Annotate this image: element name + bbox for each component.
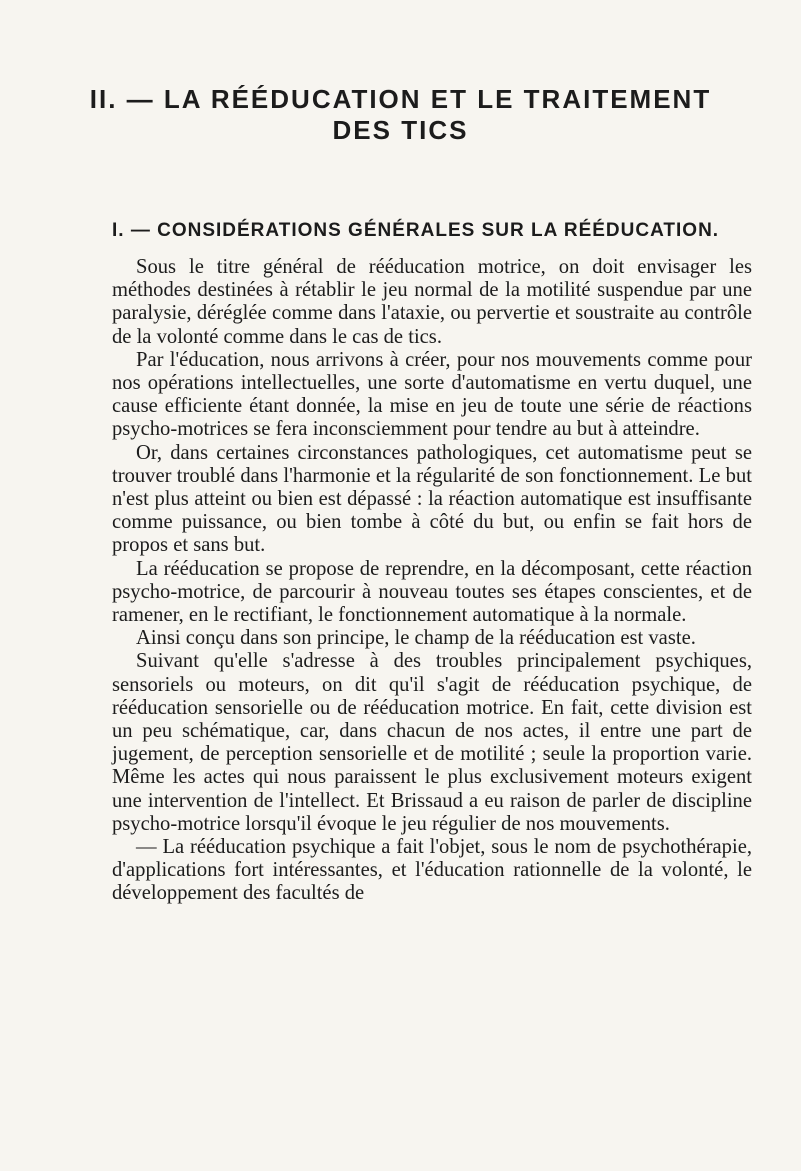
chapter-title-line-2: DES TICS bbox=[332, 115, 469, 145]
paragraph: Ainsi conçu dans son principe, le champ de la rééducation est vaste. bbox=[136, 627, 696, 650]
body-text bbox=[112, 256, 752, 906]
paragraph: Par l'éducation, nous arrivons à créer, pour nos mouvements comme pour nos opérations intellectuelles, une sorte d'automatisme en vertu duquel, une cause efficiente étant donnée, la mise en jeu de toute une série de réactions psycho-motrices se fera inconsciemment pour tendre au but à atteindre. bbox=[112, 348, 752, 441]
paragraph: — La rééducation psychique a fait l'objet, sous le nom de psychothérapie, d'applications fort intéressantes, et l'éducation rationnelle de la volonté, le développement des facultés de bbox=[112, 836, 752, 905]
chapter-title-line-1: II. — LA RÉÉDUCATION ET LE TRAITEMENT bbox=[89, 84, 712, 114]
chapter-title bbox=[0, 84, 801, 146]
paragraph: Suivant qu'elle s'adresse à des troubles principalement psychiques, sensoriels ou moteurs, on dit qu'il s'agit de rééducation psychique, de rééducation sensorielle ou de rééducation motrice. En fait, cette division est un peu schématique, car, dans chacun de nos actes, il entre une part de jugement, de perception sensorielle et de motilité ; seule la proportion varie. Même les actes qui nous paraissent le plus exclusivement moteurs exigent une intervention de l'intellect. Et Brissaud a eu raison de parler de discipline psycho-motrice lorsqu'il évoque le jeu régulier de nos mouvements. bbox=[112, 650, 752, 835]
paragraph: Sous le titre général de rééducation motrice, on doit envisager les méthodes destinées à rétablir le jeu normal de la motilité suspendue par une paralysie, déréglée comme dans l'ataxie, ou pervertie et soustraite au contrôle de la volonté comme dans le cas de tics. bbox=[112, 256, 752, 348]
paragraph: La rééducation se propose de reprendre, en la décomposant, cette réaction psycho-motrice, de parcourir à nouveau toutes ses étapes conscientes, et de ramener, en le rectifiant, le fonctionnement automatique à la normale. bbox=[112, 557, 752, 627]
section-heading: I. — CONSIDÉRATIONS GÉNÉRALES SUR LA RÉÉDUCATION. bbox=[112, 220, 720, 241]
paragraph: Or, dans certaines circonstances pathologiques, cet automatisme peut se trouver troublé dans l'harmonie et la régularité de son fonctionnement. Le but n'est plus atteint ou bien est dépassé : la réaction automatique est insuffisante comme puissance, ou bien tombe à côté du but, ou enfin se fait hors de propos et sans but. bbox=[112, 441, 752, 557]
